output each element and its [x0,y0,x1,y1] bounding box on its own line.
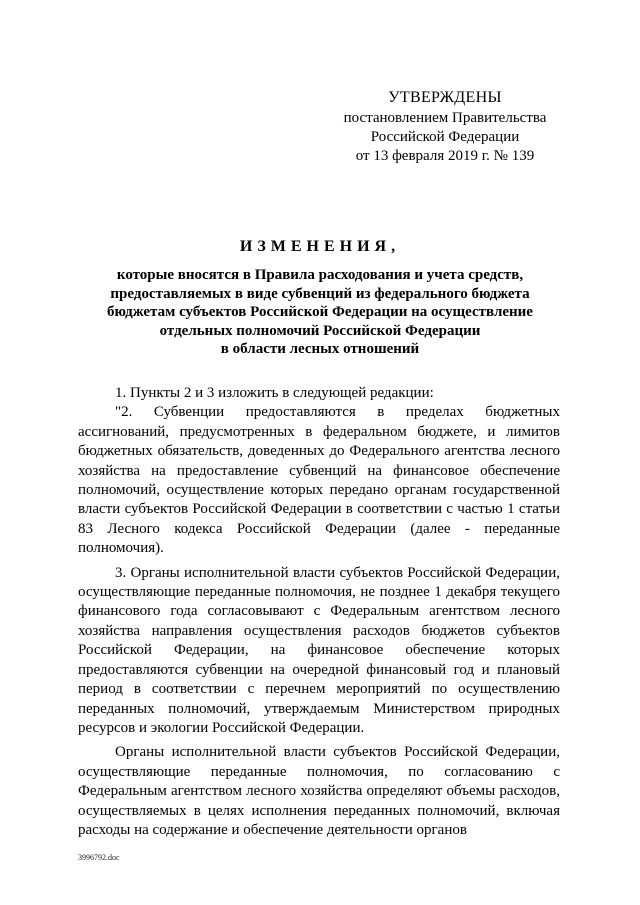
paragraph-item-3-continued: Органы исполнительной власти субъектов Российской Федерации, осуществляющие переданные полномочия, по согласованию с Федеральным агентством лесного хозяйства определяют объемы расходов, осуществляемых в целях исполнения переданных полномочий, включая расходы на содержание и обеспечение деятельности органов [78,744,560,838]
document-title: ИЗМЕНЕНИЯ, [239,238,401,255]
document-body [78,384,560,840]
approval-date-number: от 13 февраля 2019 г. № 139 [355,148,535,164]
subtitle-line: в области лесных отношений [220,341,420,357]
document-subtitle [60,266,580,359]
subtitle-line: которые вносятся в Правила расходования и учета средств, [116,267,524,283]
approval-block [330,88,560,166]
approval-line-1: постановлением Правительства [343,110,547,126]
subtitle-line: предоставляемых в виде субвенций из федерального бюджета [110,285,530,302]
document-heading [60,238,580,359]
subtitle-line: отдельных полномочий Российской Федерации [159,322,481,339]
paragraph-amendment-1: 1. Пункты 2 и 3 изложить в следующей редакции: [115,385,434,401]
paragraph-item-2: "2. Субвенции предоставляются в пределах бюджетных ассигнований, предусмотренных в федеральном бюджете, и лимитов бюджетных обязательств, доведенных до Федерального агентства лесного хозяйства на предоставление субвенций на финансовое обеспечение полномочий, осуществление которых передано органам государственной власти субъектов Российской Федерации в соответствии с частью 1 статьи 83 Лесного кодекса Российской Федерации (далее - переданные полномочия). [78,404,560,557]
subtitle-line: бюджетам субъектов Российской Федерации на осуществление [107,304,533,320]
paragraph-item-3: 3. Органы исполнительной власти субъектов Российской Федерации, осуществляющие переданные полномочия, не позднее 1 декабря текущего финансового года согласовывают с Федеральным агентством лесного хозяйства направления осуществления расходов бюджетов субъектов Российской Федерации, на финансовое обеспечение которых предоставляются субвенции на очередной финансовый год и плановый период в соответствии с перечнем мероприятий по осуществлению переданных полномочий, утверждаемым Министерством природных ресурсов и экологии Российской Федерации. [78,564,560,736]
approval-line-2: Российской Федерации [370,129,520,145]
approval-title: УТВЕРЖДЕНЫ [388,89,502,106]
file-reference: 3996792.doc [78,853,120,862]
